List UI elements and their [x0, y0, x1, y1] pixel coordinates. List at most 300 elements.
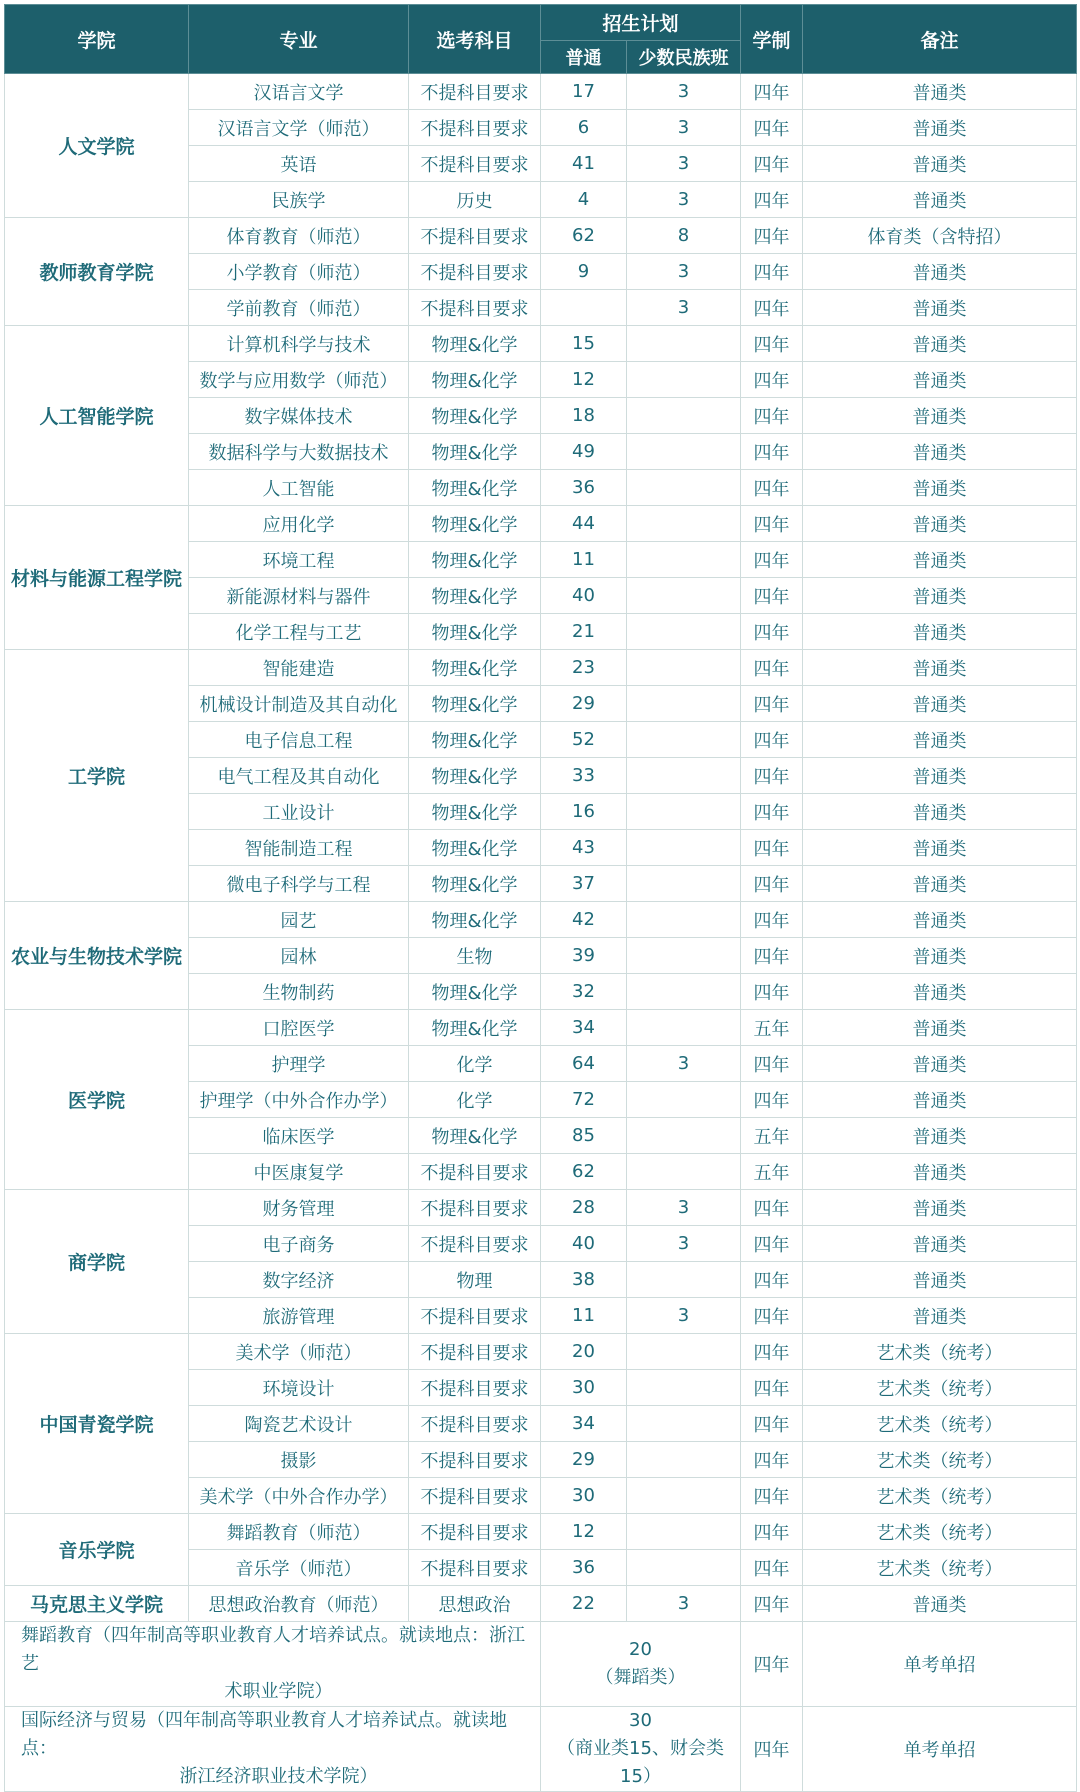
plan-minority-cell: 3 [627, 254, 741, 290]
subjects-cell: 物理&化学 [409, 506, 541, 542]
college-name: 材料与能源工程学院 [5, 506, 189, 650]
major-cell: 摄影 [189, 1442, 409, 1478]
duration-cell: 四年 [741, 182, 803, 218]
remark-cell: 普通类 [803, 398, 1077, 434]
plan-regular-cell: 41 [541, 146, 627, 182]
subjects-cell: 不提科目要求 [409, 1406, 541, 1442]
duration-cell: 四年 [741, 1370, 803, 1406]
college-name: 教师教育学院 [5, 218, 189, 326]
plan-regular-cell: 52 [541, 722, 627, 758]
plan-regular-cell: 23 [541, 650, 627, 686]
plan-regular-cell: 36 [541, 470, 627, 506]
duration-cell: 四年 [741, 1226, 803, 1262]
major-cell: 机械设计制造及其自动化 [189, 686, 409, 722]
header-duration: 学制 [741, 5, 803, 74]
plan-regular-cell: 49 [541, 434, 627, 470]
remark-cell: 普通类 [803, 74, 1077, 110]
subjects-cell: 物理&化学 [409, 650, 541, 686]
remark-cell: 普通类 [803, 290, 1077, 326]
plan-minority-cell [627, 1334, 741, 1370]
duration-cell: 四年 [741, 578, 803, 614]
plan-minority-cell: 3 [627, 1226, 741, 1262]
plan-minority-cell [627, 1118, 741, 1154]
plan-regular-cell: 62 [541, 1154, 627, 1190]
plan-regular-cell: 21 [541, 614, 627, 650]
plan-regular-cell: 39 [541, 938, 627, 974]
plan-regular-cell: 64 [541, 1046, 627, 1082]
major-cell: 思想政治教育（师范） [189, 1586, 409, 1622]
plan-regular-cell: 85 [541, 1118, 627, 1154]
plan-minority-cell: 3 [627, 182, 741, 218]
subjects-cell: 物理&化学 [409, 398, 541, 434]
remark-cell: 普通类 [803, 110, 1077, 146]
plan-minority-cell [627, 542, 741, 578]
major-cell: 电子信息工程 [189, 722, 409, 758]
subjects-cell: 不提科目要求 [409, 1442, 541, 1478]
table-row [5, 1586, 1077, 1622]
subjects-cell: 物理&化学 [409, 614, 541, 650]
subjects-cell: 不提科目要求 [409, 1298, 541, 1334]
major-cell: 口腔医学 [189, 1010, 409, 1046]
description-line: 浙江经济职业技术学院） [179, 1766, 378, 1787]
subjects-cell: 物理&化学 [409, 866, 541, 902]
remark-cell: 艺术类（统考） [803, 1478, 1077, 1514]
major-cell: 环境工程 [189, 542, 409, 578]
duration-cell: 四年 [741, 74, 803, 110]
remark-cell: 普通类 [803, 758, 1077, 794]
duration-cell: 五年 [741, 1010, 803, 1046]
duration-cell: 四年 [741, 110, 803, 146]
table-row [5, 1514, 1077, 1550]
special-program-row [5, 1707, 1077, 1792]
plan-regular-cell: 44 [541, 506, 627, 542]
duration-cell: 四年 [741, 218, 803, 254]
subjects-cell: 物理&化学 [409, 542, 541, 578]
subjects-cell: 物理&化学 [409, 830, 541, 866]
plan-minority-cell [627, 1370, 741, 1406]
remark-cell: 艺术类（统考） [803, 1334, 1077, 1370]
subjects-cell: 物理&化学 [409, 434, 541, 470]
college-name: 农业与生物技术学院 [5, 902, 189, 1010]
plan-regular-cell: 11 [541, 542, 627, 578]
remark-cell: 普通类 [803, 470, 1077, 506]
major-cell: 新能源材料与器件 [189, 578, 409, 614]
plan-minority-cell [627, 1514, 741, 1550]
remark-cell: 普通类 [803, 1190, 1077, 1226]
duration-cell: 四年 [741, 362, 803, 398]
plan-line: 20 [629, 1639, 652, 1660]
special-program-row [5, 1622, 1077, 1707]
remark-cell: 普通类 [803, 1010, 1077, 1046]
remark-cell: 普通类 [803, 1154, 1077, 1190]
plan-regular-cell: 28 [541, 1190, 627, 1226]
major-cell: 人工智能 [189, 470, 409, 506]
duration-cell: 四年 [741, 1478, 803, 1514]
plan-minority-cell: 3 [627, 1190, 741, 1226]
plan-regular-cell: 72 [541, 1082, 627, 1118]
special-program-plan [541, 1622, 741, 1707]
header-plan-regular: 普通 [541, 41, 627, 74]
college-name: 人工智能学院 [5, 326, 189, 506]
plan-regular-cell: 29 [541, 1442, 627, 1478]
remark-cell: 艺术类（统考） [803, 1406, 1077, 1442]
plan-minority-cell [627, 614, 741, 650]
remark-cell: 普通类 [803, 146, 1077, 182]
plan-minority-cell [627, 1262, 741, 1298]
major-cell: 电子商务 [189, 1226, 409, 1262]
remark-cell: 普通类 [803, 614, 1077, 650]
remark-cell: 普通类 [803, 1118, 1077, 1154]
plan-minority-cell [627, 794, 741, 830]
subjects-cell: 物理&化学 [409, 686, 541, 722]
remark-cell: 普通类 [803, 434, 1077, 470]
duration-cell: 四年 [741, 866, 803, 902]
remark-cell: 普通类 [803, 938, 1077, 974]
remark-cell: 普通类 [803, 794, 1077, 830]
subjects-cell: 不提科目要求 [409, 1154, 541, 1190]
plan-regular-cell: 9 [541, 254, 627, 290]
duration-cell: 四年 [741, 1190, 803, 1226]
subjects-cell: 物理&化学 [409, 902, 541, 938]
major-cell: 护理学（中外合作办学） [189, 1082, 409, 1118]
duration-cell: 四年 [741, 398, 803, 434]
major-cell: 计算机科学与技术 [189, 326, 409, 362]
duration-cell: 四年 [741, 1514, 803, 1550]
subjects-cell: 物理&化学 [409, 470, 541, 506]
plan-regular-cell: 43 [541, 830, 627, 866]
major-cell: 中医康复学 [189, 1154, 409, 1190]
header-remark: 备注 [803, 5, 1077, 74]
major-cell: 财务管理 [189, 1190, 409, 1226]
remark-cell: 艺术类（统考） [803, 1370, 1077, 1406]
major-cell: 英语 [189, 146, 409, 182]
subjects-cell: 不提科目要求 [409, 1334, 541, 1370]
plan-regular-cell: 29 [541, 686, 627, 722]
major-cell: 生物制药 [189, 974, 409, 1010]
table-row [5, 650, 1077, 686]
duration-cell: 四年 [741, 1550, 803, 1586]
remark-cell: 艺术类（统考） [803, 1442, 1077, 1478]
duration-cell: 四年 [741, 1442, 803, 1478]
major-cell: 数学与应用数学（师范） [189, 362, 409, 398]
plan-minority-cell [627, 1082, 741, 1118]
plan-line: （商业类15、财会类15） [557, 1738, 724, 1787]
table-row [5, 902, 1077, 938]
duration-cell: 五年 [741, 1154, 803, 1190]
plan-minority-cell: 3 [627, 74, 741, 110]
duration-cell: 四年 [741, 1082, 803, 1118]
college-name: 音乐学院 [5, 1514, 189, 1586]
duration-cell: 四年 [741, 506, 803, 542]
remark-cell: 普通类 [803, 182, 1077, 218]
subjects-cell: 化学 [409, 1082, 541, 1118]
plan-minority-cell [627, 506, 741, 542]
duration-cell: 四年 [741, 326, 803, 362]
major-cell: 环境设计 [189, 1370, 409, 1406]
duration-cell: 四年 [741, 758, 803, 794]
remark-cell: 普通类 [803, 866, 1077, 902]
description-line: 舞蹈教育（四年制高等职业教育人才培养试点。就读地点：浙江艺 [21, 1625, 525, 1674]
duration-cell: 四年 [741, 614, 803, 650]
plan-regular-cell: 38 [541, 1262, 627, 1298]
duration-cell: 四年 [741, 686, 803, 722]
duration-cell: 四年 [741, 830, 803, 866]
remark-cell: 艺术类（统考） [803, 1514, 1077, 1550]
college-name: 马克思主义学院 [5, 1586, 189, 1622]
plan-regular-cell: 34 [541, 1406, 627, 1442]
remark-cell: 普通类 [803, 1262, 1077, 1298]
subjects-cell: 不提科目要求 [409, 1478, 541, 1514]
duration-cell: 四年 [741, 1262, 803, 1298]
remark-cell: 体育类（含特招） [803, 218, 1077, 254]
college-name: 工学院 [5, 650, 189, 902]
duration-cell: 四年 [741, 1298, 803, 1334]
plan-minority-cell [627, 1478, 741, 1514]
table-row [5, 326, 1077, 362]
plan-minority-cell [627, 326, 741, 362]
major-cell: 园艺 [189, 902, 409, 938]
plan-regular-cell: 12 [541, 362, 627, 398]
duration-cell: 四年 [741, 974, 803, 1010]
subjects-cell: 不提科目要求 [409, 254, 541, 290]
subjects-cell: 不提科目要求 [409, 1550, 541, 1586]
major-cell: 工业设计 [189, 794, 409, 830]
duration-cell: 四年 [741, 1334, 803, 1370]
header-plan-minority: 少数民族班 [627, 41, 741, 74]
major-cell: 汉语言文学（师范） [189, 110, 409, 146]
major-cell: 微电子科学与工程 [189, 866, 409, 902]
remark-cell: 普通类 [803, 974, 1077, 1010]
duration-cell: 五年 [741, 1118, 803, 1154]
header-subjects: 选考科目 [409, 5, 541, 74]
major-cell: 园林 [189, 938, 409, 974]
table-row [5, 218, 1077, 254]
remark-cell: 普通类 [803, 830, 1077, 866]
header-plan: 招生计划 [541, 5, 741, 41]
remark-cell: 艺术类（统考） [803, 1550, 1077, 1586]
major-cell: 智能制造工程 [189, 830, 409, 866]
plan-line: 30 [629, 1710, 652, 1731]
subjects-cell: 不提科目要求 [409, 1370, 541, 1406]
plan-minority-cell [627, 434, 741, 470]
subjects-cell: 不提科目要求 [409, 146, 541, 182]
plan-regular-cell: 12 [541, 1514, 627, 1550]
table-row [5, 1334, 1077, 1370]
subjects-cell: 物理&化学 [409, 1118, 541, 1154]
major-cell: 小学教育（师范） [189, 254, 409, 290]
major-cell: 舞蹈教育（师范） [189, 1514, 409, 1550]
duration-cell: 四年 [741, 146, 803, 182]
major-cell: 汉语言文学 [189, 74, 409, 110]
plan-regular-cell [541, 290, 627, 326]
plan-regular-cell: 4 [541, 182, 627, 218]
plan-regular-cell: 15 [541, 326, 627, 362]
plan-minority-cell: 3 [627, 290, 741, 326]
duration-cell: 四年 [741, 902, 803, 938]
remark-cell: 普通类 [803, 902, 1077, 938]
duration-cell: 四年 [741, 1586, 803, 1622]
remark-cell: 普通类 [803, 506, 1077, 542]
major-cell: 美术学（中外合作办学） [189, 1478, 409, 1514]
duration-cell: 四年 [741, 938, 803, 974]
major-cell: 化学工程与工艺 [189, 614, 409, 650]
subjects-cell: 不提科目要求 [409, 74, 541, 110]
remark-cell: 普通类 [803, 362, 1077, 398]
remark-cell: 单考单招 [803, 1622, 1077, 1707]
plan-regular-cell: 40 [541, 578, 627, 614]
table-row [5, 74, 1077, 110]
subjects-cell: 物理&化学 [409, 1010, 541, 1046]
remark-cell: 普通类 [803, 1586, 1077, 1622]
plan-regular-cell: 37 [541, 866, 627, 902]
plan-line: （舞蹈类） [595, 1667, 686, 1688]
college-name: 中国青瓷学院 [5, 1334, 189, 1514]
enrollment-plan-table [4, 4, 1077, 1792]
subjects-cell: 历史 [409, 182, 541, 218]
duration-cell: 四年 [741, 1707, 803, 1792]
plan-minority-cell [627, 1442, 741, 1478]
major-cell: 数字经济 [189, 1262, 409, 1298]
subjects-cell: 不提科目要求 [409, 290, 541, 326]
plan-regular-cell: 16 [541, 794, 627, 830]
plan-minority-cell [627, 974, 741, 1010]
duration-cell: 四年 [741, 254, 803, 290]
table-header [5, 5, 1077, 74]
plan-regular-cell: 17 [541, 74, 627, 110]
plan-regular-cell: 42 [541, 902, 627, 938]
plan-minority-cell: 3 [627, 1586, 741, 1622]
plan-minority-cell [627, 866, 741, 902]
subjects-cell: 物理&化学 [409, 758, 541, 794]
major-cell: 旅游管理 [189, 1298, 409, 1334]
subjects-cell: 物理&化学 [409, 722, 541, 758]
major-cell: 学前教育（师范） [189, 290, 409, 326]
plan-minority-cell [627, 1406, 741, 1442]
subjects-cell: 思想政治 [409, 1586, 541, 1622]
subjects-cell: 不提科目要求 [409, 1514, 541, 1550]
duration-cell: 四年 [741, 650, 803, 686]
college-name: 商学院 [5, 1190, 189, 1334]
plan-regular-cell: 36 [541, 1550, 627, 1586]
plan-minority-cell: 3 [627, 110, 741, 146]
plan-regular-cell: 32 [541, 974, 627, 1010]
plan-regular-cell: 34 [541, 1010, 627, 1046]
plan-minority-cell [627, 938, 741, 974]
duration-cell: 四年 [741, 434, 803, 470]
remark-cell: 普通类 [803, 254, 1077, 290]
plan-regular-cell: 22 [541, 1586, 627, 1622]
major-cell: 民族学 [189, 182, 409, 218]
remark-cell: 普通类 [803, 1082, 1077, 1118]
special-program-plan [541, 1707, 741, 1792]
subjects-cell: 物理&化学 [409, 794, 541, 830]
plan-minority-cell: 3 [627, 146, 741, 182]
duration-cell: 四年 [741, 1046, 803, 1082]
header-major: 专业 [189, 5, 409, 74]
major-cell: 应用化学 [189, 506, 409, 542]
college-name: 医学院 [5, 1010, 189, 1190]
duration-cell: 四年 [741, 722, 803, 758]
remark-cell: 普通类 [803, 1046, 1077, 1082]
remark-cell: 普通类 [803, 1226, 1077, 1262]
plan-regular-cell: 30 [541, 1478, 627, 1514]
major-cell: 美术学（师范） [189, 1334, 409, 1370]
plan-minority-cell [627, 578, 741, 614]
major-cell: 电气工程及其自动化 [189, 758, 409, 794]
plan-minority-cell: 3 [627, 1046, 741, 1082]
remark-cell: 单考单招 [803, 1707, 1077, 1792]
plan-regular-cell: 30 [541, 1370, 627, 1406]
header-college: 学院 [5, 5, 189, 74]
table-row [5, 1010, 1077, 1046]
subjects-cell: 不提科目要求 [409, 1190, 541, 1226]
plan-minority-cell: 3 [627, 1298, 741, 1334]
remark-cell: 普通类 [803, 686, 1077, 722]
subjects-cell: 不提科目要求 [409, 1226, 541, 1262]
major-cell: 临床医学 [189, 1118, 409, 1154]
plan-minority-cell [627, 1154, 741, 1190]
plan-minority-cell [627, 362, 741, 398]
subjects-cell: 不提科目要求 [409, 110, 541, 146]
major-cell: 数字媒体技术 [189, 398, 409, 434]
plan-minority-cell [627, 758, 741, 794]
duration-cell: 四年 [741, 1406, 803, 1442]
subjects-cell: 物理&化学 [409, 326, 541, 362]
major-cell: 音乐学（师范） [189, 1550, 409, 1586]
subjects-cell: 化学 [409, 1046, 541, 1082]
subjects-cell: 不提科目要求 [409, 218, 541, 254]
subjects-cell: 生物 [409, 938, 541, 974]
table-body [5, 74, 1077, 1792]
plan-regular-cell: 40 [541, 1226, 627, 1262]
plan-minority-cell [627, 686, 741, 722]
major-cell: 陶瓷艺术设计 [189, 1406, 409, 1442]
special-program-description [5, 1622, 541, 1707]
plan-regular-cell: 62 [541, 218, 627, 254]
subjects-cell: 物理&化学 [409, 578, 541, 614]
plan-minority-cell [627, 1550, 741, 1586]
duration-cell: 四年 [741, 542, 803, 578]
plan-minority-cell [627, 830, 741, 866]
plan-minority-cell [627, 902, 741, 938]
remark-cell: 普通类 [803, 1298, 1077, 1334]
subjects-cell: 物理&化学 [409, 974, 541, 1010]
duration-cell: 四年 [741, 290, 803, 326]
plan-minority-cell [627, 1010, 741, 1046]
remark-cell: 普通类 [803, 326, 1077, 362]
duration-cell: 四年 [741, 470, 803, 506]
duration-cell: 四年 [741, 794, 803, 830]
remark-cell: 普通类 [803, 722, 1077, 758]
remark-cell: 普通类 [803, 650, 1077, 686]
major-cell: 体育教育（师范） [189, 218, 409, 254]
plan-regular-cell: 33 [541, 758, 627, 794]
subjects-cell: 物理 [409, 1262, 541, 1298]
major-cell: 护理学 [189, 1046, 409, 1082]
plan-regular-cell: 6 [541, 110, 627, 146]
table-row [5, 506, 1077, 542]
remark-cell: 普通类 [803, 542, 1077, 578]
duration-cell: 四年 [741, 1622, 803, 1707]
plan-minority-cell [627, 650, 741, 686]
plan-regular-cell: 11 [541, 1298, 627, 1334]
plan-minority-cell: 8 [627, 218, 741, 254]
plan-minority-cell [627, 470, 741, 506]
remark-cell: 普通类 [803, 578, 1077, 614]
college-name: 人文学院 [5, 74, 189, 218]
major-cell: 数据科学与大数据技术 [189, 434, 409, 470]
plan-regular-cell: 18 [541, 398, 627, 434]
